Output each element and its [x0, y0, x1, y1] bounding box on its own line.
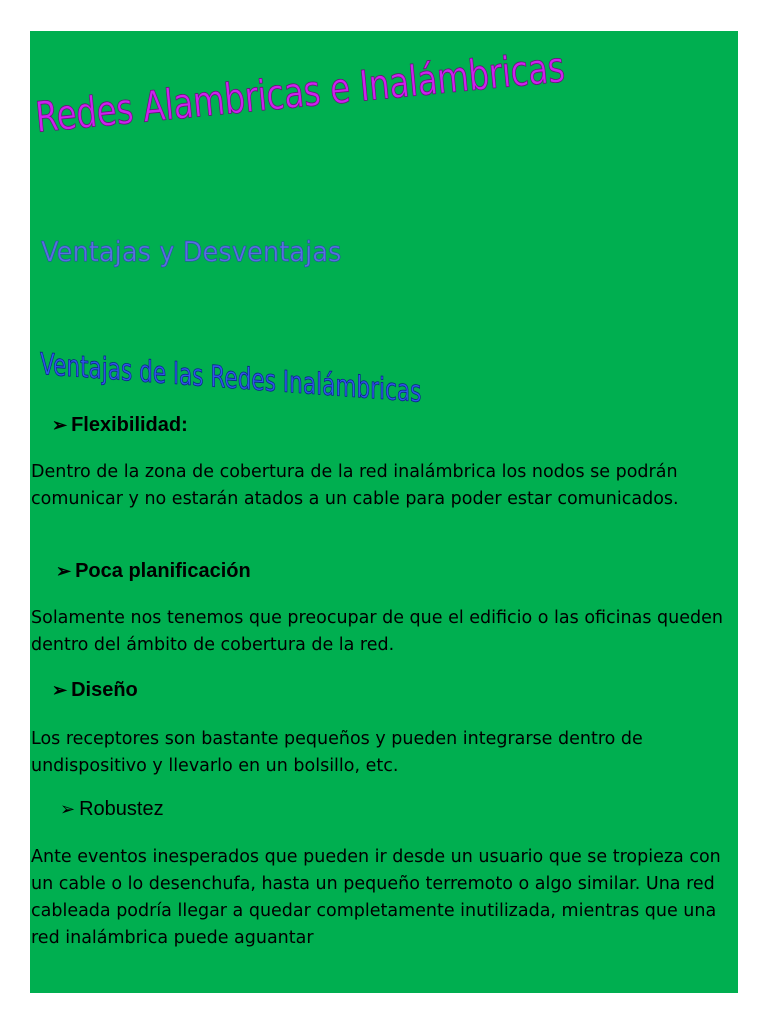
- item-heading-flexibilidad: [52, 414, 188, 437]
- item-heading-label: Flexibilidad:: [71, 414, 188, 436]
- document-page: [30, 31, 738, 993]
- item-heading-robustez: [60, 798, 164, 821]
- item-heading-label: Robustez: [79, 798, 164, 820]
- item-heading-poca-planificacion: [56, 560, 251, 583]
- item-paragraph-flexibilidad: Dentro de la zona de cobertura de la red inalámbrica los nodos se podrán comunicar y no estarán atados a un cable para poder estar comunicados.: [31, 462, 679, 509]
- item-paragraph-diseno: Los receptores son bastante pequeños y pueden integrarse dentro de undispositivo y llevarlo en un bolsillo, etc.: [31, 729, 643, 776]
- document-title: Redes Alambricas e Inalámbricas: [33, 42, 567, 142]
- arrow-bullet-icon: ➢: [52, 680, 68, 700]
- item-heading-label: Diseño: [71, 679, 138, 701]
- section-heading: Ventajas de las Redes Inalámbricas: [40, 347, 422, 410]
- item-paragraph-robustez: Ante eventos inesperados que pueden ir desde un usuario que se tropieza con un cable o lo desenchufa, hasta un pequeño terremoto o algo similar. Una red cableada podría llegar a quedar completamente inutilizada, mientras que una red inalámbrica puede aguantar: [31, 847, 721, 948]
- arrow-bullet-icon: ➢: [60, 799, 76, 819]
- item-paragraph-poca-planificacion: Solamente nos tenemos que preocupar de que el edificio o las oficinas queden dentro del ámbito de cobertura de la red.: [31, 608, 723, 655]
- document-subtitle: Ventajas y Desventajas: [41, 235, 342, 268]
- item-heading-diseno: [52, 679, 138, 702]
- item-heading-label: Poca planificación: [75, 560, 251, 582]
- arrow-bullet-icon: ➢: [56, 561, 72, 581]
- arrow-bullet-icon: ➢: [52, 415, 68, 435]
